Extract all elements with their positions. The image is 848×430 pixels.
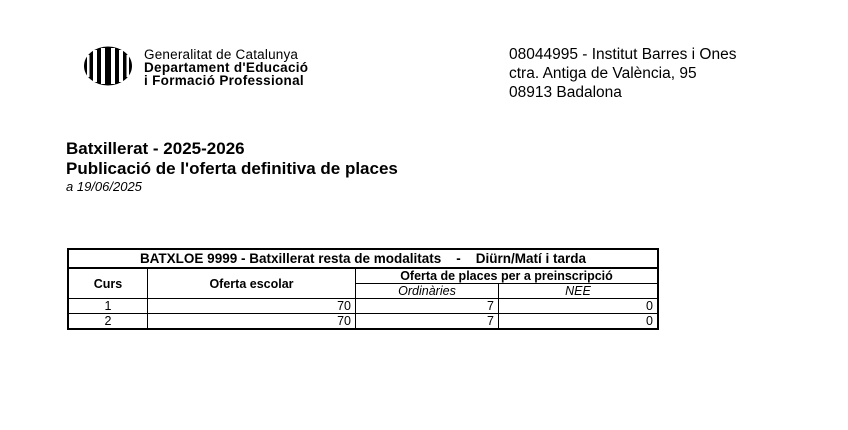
cell-curs: 1 (68, 299, 148, 314)
cell-nee: 0 (499, 314, 659, 330)
logo-line-generalitat: Generalitat de Catalunya (144, 47, 299, 62)
cell-curs: 2 (68, 314, 148, 330)
cell-ordinaries: 7 (356, 299, 499, 314)
logo-line-formacio: i Formació Professional (144, 73, 304, 88)
table-row (68, 314, 658, 330)
document-titles (66, 139, 398, 195)
table-header-row (68, 268, 658, 284)
school-address: ctra. Antiga de València, 95 (509, 65, 697, 82)
publication-date: a 19/06/2025 (66, 179, 142, 194)
cell-oferta: 70 (148, 314, 356, 330)
cell-nee: 0 (499, 299, 659, 314)
header-preinscripcio: Oferta de places per a preinscripció (356, 268, 659, 284)
page-title: Batxillerat - 2025-2026 (66, 139, 245, 158)
school-info (509, 45, 736, 102)
header-nee: NEE (499, 284, 659, 299)
logo-text (144, 48, 308, 87)
table-caption-row (68, 249, 658, 268)
header-ordinaries: Ordinàries (356, 284, 499, 299)
school-name: 08044995 - Institut Barres i Ones (509, 46, 737, 63)
cell-oferta: 70 (148, 299, 356, 314)
cell-ordinaries: 7 (356, 314, 499, 330)
table-caption: BATXLOE 9999 - Batxillerat resta de modalitats - Diürn/Matí i tarda (68, 249, 658, 268)
header-curs: Curs (68, 268, 148, 299)
offer-table (67, 248, 659, 330)
header-oferta-escolar: Oferta escolar (148, 268, 356, 299)
generalitat-emblem-icon (83, 46, 133, 86)
page-subtitle: Publicació de l'oferta definitiva de places (66, 159, 398, 178)
school-city: 08913 Badalona (509, 84, 622, 101)
table-row (68, 299, 658, 314)
generalitat-logo (83, 46, 308, 87)
logo-line-departament: Departament d'Educació (144, 60, 309, 75)
